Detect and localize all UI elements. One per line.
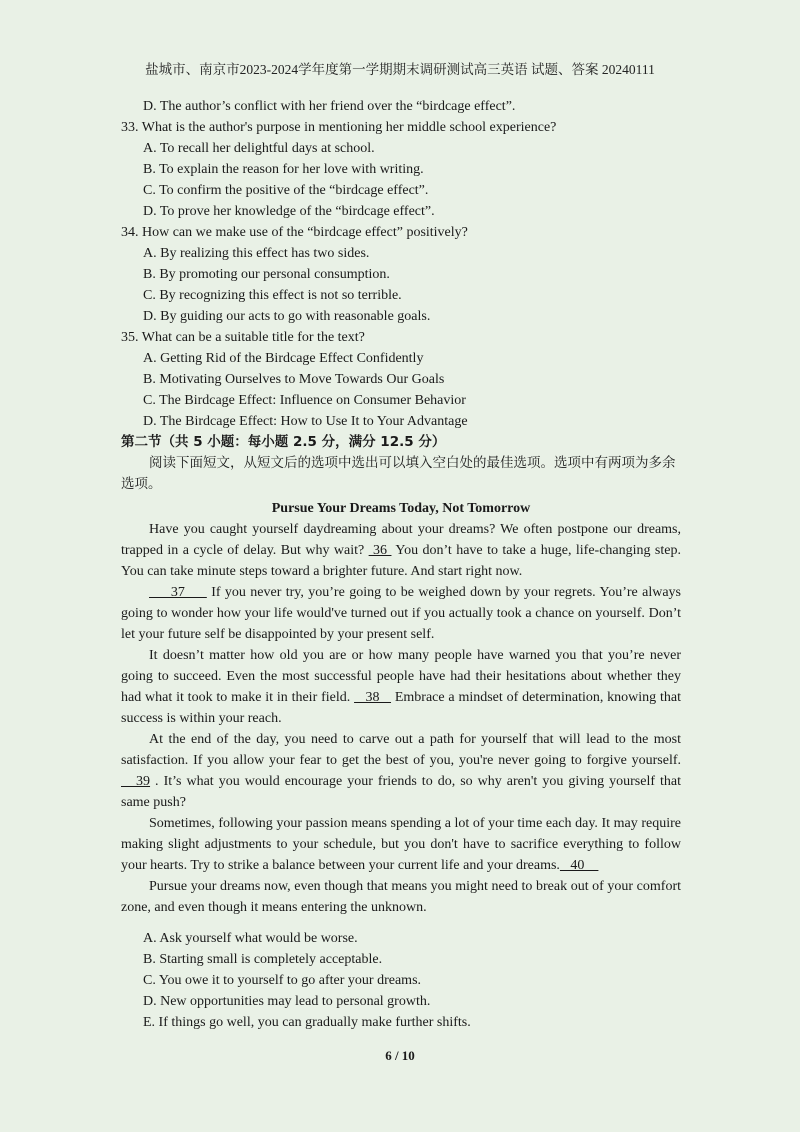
choice-c: C. You owe it to yourself to go after your dreams. xyxy=(143,973,422,988)
option-a: A. Getting Rid of the Birdcage Effect Confidently xyxy=(143,351,424,366)
document-body xyxy=(121,96,681,1033)
section-heading: 第二节（共 5 小题：每小题 2.5 分，满分 12.5 分） xyxy=(121,434,446,450)
paragraph-text: Have you caught yourself daydreaming about your dreams? We often postpone our dreams, trapped in a cycle of delay. But why wait? xyxy=(121,522,681,558)
option-c: C. To confirm the positive of the “birdcage effect”. xyxy=(143,183,429,198)
paragraph-text: At the end of the day, you need to carve out a path for yourself that will lead to the most satisfaction. If you allow your fear to get the best of you, you're never going to forgive yourself. xyxy=(121,732,681,768)
question-34 xyxy=(121,222,681,327)
paragraph-2 xyxy=(121,582,681,645)
question-35 xyxy=(121,327,681,432)
blank-39: 39 xyxy=(121,774,151,789)
paragraph-text: If you never try, you’re going to be weighed down by your regrets. You’re always going to wonder how your life would've turned out if you actually took a chance on yourself. Don’t let your future self be disappointed by your present self. xyxy=(121,585,682,642)
choice-e: E. If things go well, you can gradually make further shifts. xyxy=(143,1015,471,1030)
page-number: 6 / 10 xyxy=(385,1048,415,1063)
blank-36: 36 xyxy=(368,543,392,558)
question-33 xyxy=(121,117,681,222)
page-header: 盐城市、南京市2023-2024学年度第一学期期末调研测试高三英语 试题、答案 20240111 xyxy=(145,62,655,77)
paragraph-5 xyxy=(121,813,681,876)
option-b: B. To explain the reason for her love with writing. xyxy=(143,162,424,177)
option-c: C. The Birdcage Effect: Influence on Consumer Behavior xyxy=(143,393,466,408)
paragraph-text: Sometimes, following your passion means spending a lot of your time each day. It may require making slight adjustments to your schedule, but you don't have to sacrifice everything to follow your hearts. Try to strike a balance between your current life and your dreams. xyxy=(121,816,681,873)
passage-title: Pursue Your Dreams Today, Not Tomorrow xyxy=(271,501,531,516)
question-stem: 35. What can be a suitable title for the text? xyxy=(121,330,365,345)
paragraph-1 xyxy=(121,519,681,582)
paragraph-6: Pursue your dreams now, even though that means you might need to break out of your comfort zone, and even though it means entering the unknown. xyxy=(121,879,681,915)
section-instructions: 阅读下面短文，从短文后的选项中选出可以填入空白处的最佳选项。选项中有两项为多余选项。 xyxy=(121,455,676,492)
paragraph-text: Embrace a mindset of determination, knowing that success is within your reach. xyxy=(121,690,681,726)
option-b: B. Motivating Ourselves to Move Towards Our Goals xyxy=(143,372,445,387)
choice-d: D. New opportunities may lead to personal growth. xyxy=(143,994,431,1009)
paragraph-3 xyxy=(121,645,681,729)
paragraph-text: It doesn’t matter how old you are or how many people have warned you that you’re never going to succeed. Even the most successful people have had their hesitations about whether they had what it took to make it in their field. xyxy=(121,648,681,705)
blank-38: 38 xyxy=(354,690,392,705)
paragraph-text: You don’t have to take a huge, life-changing step. You can take minute steps toward a brighter future. And start right now. xyxy=(121,543,681,579)
option-b: B. By promoting our personal consumption. xyxy=(143,267,390,282)
option-d: D. To prove her knowledge of the “birdcage effect”. xyxy=(143,204,435,219)
option-c: C. By recognizing this effect is not so terrible. xyxy=(143,288,402,303)
choice-list xyxy=(121,928,681,1033)
choice-b: B. Starting small is completely acceptable. xyxy=(143,952,383,967)
option-a: A. To recall her delightful days at school. xyxy=(143,141,375,156)
paragraph-text: . It’s what you would encourage your friends to do, so why aren't you giving yourself that same push? xyxy=(121,774,682,810)
q32-option-d: D. The author’s conflict with her friend over the “birdcage effect”. xyxy=(143,99,516,114)
paragraph-4 xyxy=(121,729,681,813)
choice-a: A. Ask yourself what would be worse. xyxy=(143,931,358,946)
blank-37: 37 xyxy=(149,585,207,600)
option-a: A. By realizing this effect has two sides. xyxy=(143,246,370,261)
option-d: D. The Birdcage Effect: How to Use It to Your Advantage xyxy=(143,414,468,429)
blank-40: 40 xyxy=(559,858,599,873)
question-stem: 33. What is the author's purpose in mentioning her middle school experience? xyxy=(121,120,557,135)
option-d: D. By guiding our acts to go with reasonable goals. xyxy=(143,309,431,324)
question-stem: 34. How can we make use of the “birdcage effect” positively? xyxy=(121,225,468,240)
